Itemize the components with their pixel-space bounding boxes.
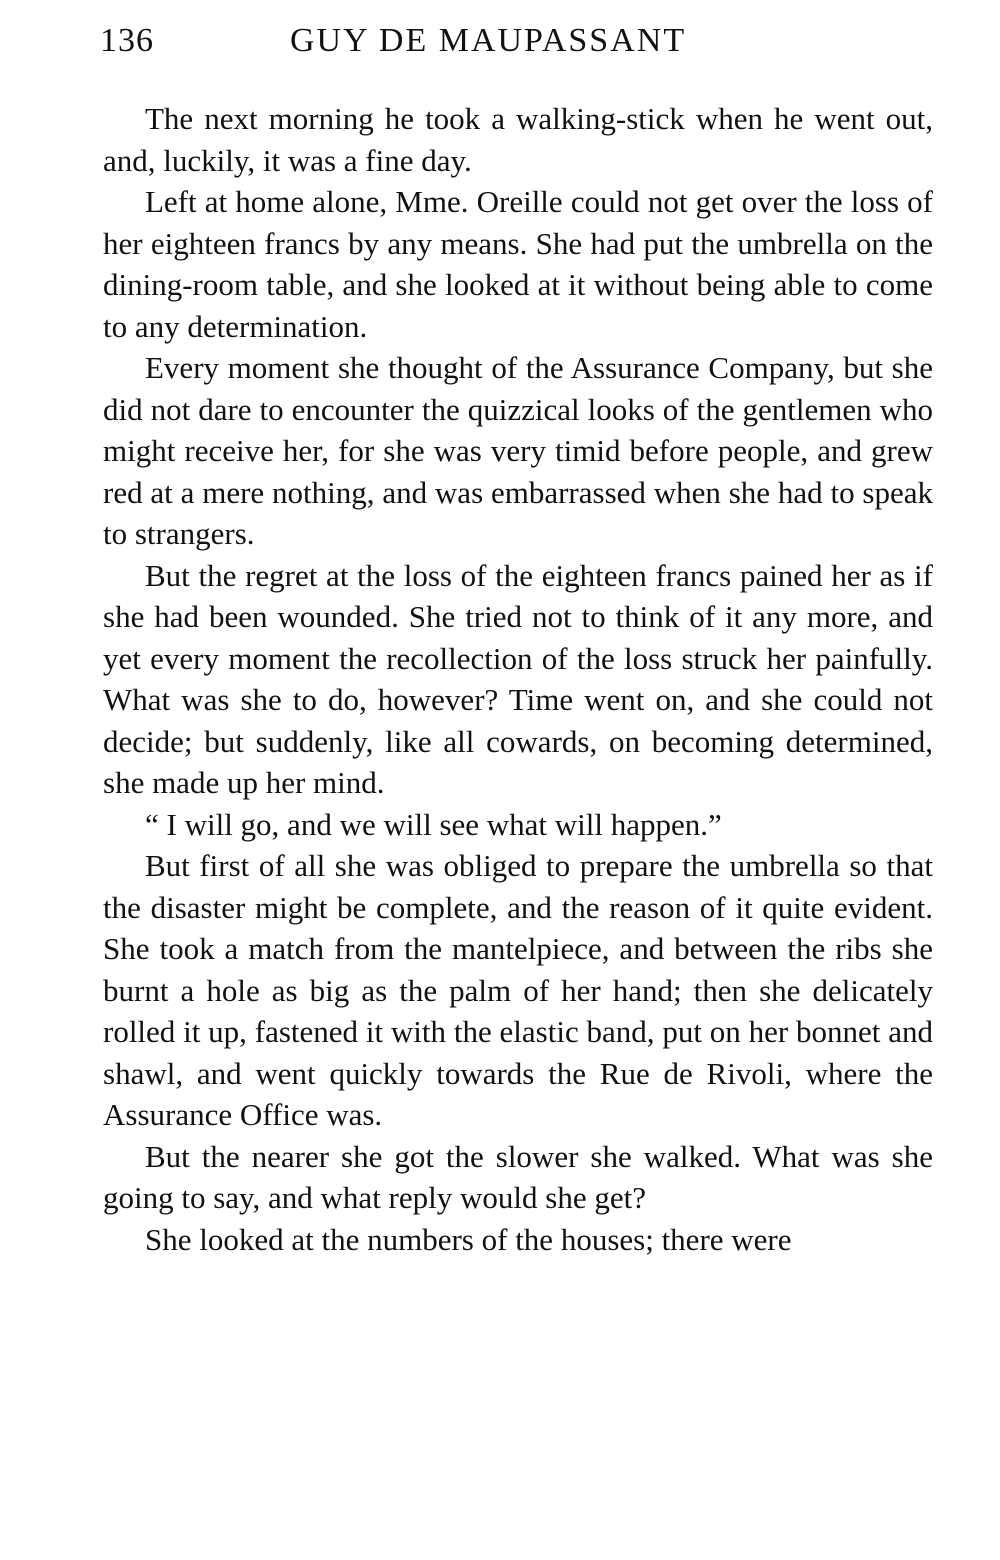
paragraph: The next morning he took a walking-stick when he went out, and, luckily, it was a fine day. (103, 101, 933, 178)
paragraph: Left at home alone, Mme. Oreille could not get over the loss of her eighteen francs by any means. She had put the umbrella on the dining-room table, and she looked at it without being able to come to any determination. (103, 184, 933, 344)
body-text (103, 98, 933, 1260)
running-head (100, 22, 930, 72)
paragraph: “ I will go, and we will see what will happen.” (145, 806, 722, 842)
running-title: GUY DE MAUPASSANT (290, 22, 687, 59)
page-number: 136 (100, 22, 154, 59)
paragraph: Every moment she thought of the Assurance Company, but she did not dare to encounter the quizzical looks of the gentlemen who might receive her, for she was very timid before people, and grew red at a mere nothing, and was embarrassed when she had to speak to strangers. (103, 350, 933, 551)
paragraph: But the nearer she got the slower she walked. What was she going to say, and what reply would she get? (103, 1138, 933, 1215)
paragraph: But first of all she was obliged to prepare the umbrella so that the disaster might be complete, and the reason of it quite evident. She took a match from the mantelpiece, and between the ribs she burnt a hole as big as the palm of her hand; then she delicately rolled it up, fastened it with the elastic band, put on her bonnet and shawl, and went quickly towards the Rue de Rivoli, where the Assurance Office was. (103, 848, 933, 1132)
paragraph: But the regret at the loss of the eighteen francs pained her as if she had been wounded. She tried not to think of it any more, and yet every moment the recollection of the loss struck her painfully. What was she to do, however? Time went on, and she could not decide; but suddenly, like all cowards, on becoming determined, she made up her mind. (103, 557, 933, 800)
paragraph: She looked at the numbers of the houses; there were (145, 1221, 792, 1257)
